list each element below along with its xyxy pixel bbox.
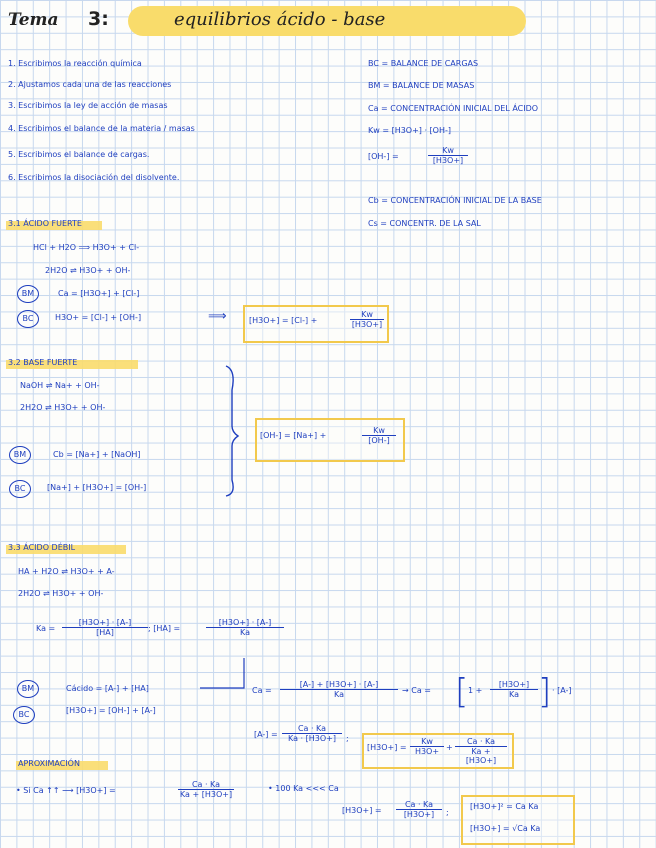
step-item: 5. Escribimos el balance de cargas. [8, 150, 150, 159]
section-heading: 3.3 ÁCIDO DÉBIL [8, 543, 76, 552]
bm-badge: BM [17, 680, 39, 698]
fraction-numerator: [H3O+] [490, 680, 538, 690]
step-item: 2. Ajustamos cada una de las reacciones [8, 80, 172, 89]
result-lhs: [H3O+] = [367, 743, 407, 752]
fraction-numerator: Ca · Ka [396, 800, 442, 810]
legend-item: BM = BALANCE DE MASAS [368, 81, 475, 90]
legend-item: BC = BALANCE DE CARGAS [368, 59, 479, 68]
fraction-denominator: [OH-] [368, 436, 390, 445]
approx-item: • 100 Ka <<< Ca [268, 784, 339, 793]
legend-item: Cb = CONCENTRACIÓN INICIAL DE LA BASE [368, 196, 542, 205]
bracket-left: [ [455, 672, 469, 712]
section-heading: 3.2 BASE FUERTE [8, 358, 78, 367]
mass-balance: Cácido = [A-] + [HA] [66, 684, 149, 693]
mass-balance: Cb = [Na+] + [NaOH] [53, 450, 141, 459]
fraction-denominator: [H3O+] [351, 320, 383, 329]
separator: ; [346, 734, 349, 743]
reaction: HA + H2O ⇌ H3O+ + A- [18, 567, 115, 576]
tema-label: Tema [8, 10, 59, 30]
fraction-numerator: Ca · Ka [455, 737, 507, 747]
step-item: 4. Escribimos el balance de la materia / masas [8, 124, 195, 133]
fraction-numerator: [H3O+] · [A-] [206, 618, 284, 628]
step-item: 3. Escribimos la ley de acción de masas [8, 101, 168, 110]
approx-lhs: [H3O+] = [342, 806, 382, 815]
tema-number: 3: [88, 8, 109, 30]
approx-result: [H3O+] = √Ca Ka [470, 824, 541, 833]
legend-item: Cs = CONCENTR. DE LA SAL [368, 219, 481, 228]
step-item: 1. Escribimos la reacción química [8, 59, 142, 68]
reaction: 2H2O ⇌ H3O+ + OH- [45, 266, 131, 275]
ca2-inner: 1 + [468, 686, 483, 695]
fraction-denominator: H3O+ [414, 747, 440, 756]
ca2-lhs: → Ca = [402, 686, 431, 695]
section-heading: APROXIMACIÓN [18, 759, 80, 768]
ka-lhs: Ka = [36, 624, 56, 633]
fraction-numerator: Ca · Ka [282, 724, 342, 734]
reaction: 2H2O ⇌ H3O+ + OH- [18, 589, 104, 598]
bm-badge: BM [17, 285, 39, 303]
reaction: HCl + H2O ⟹ H3O+ + Cl- [33, 243, 140, 252]
legend-item: Ca = CONCENTRACIÓN INICIAL DEL ÁCIDO [368, 104, 539, 113]
connector-line [200, 658, 244, 688]
charge-balance: [Na+] + [H3O+] = [OH-] [47, 483, 147, 492]
fraction-denominator: Ka + [H3O+] [179, 790, 233, 799]
curly-brace [226, 366, 238, 496]
fraction-denominator: Ka + [H3O+] [465, 747, 497, 765]
fraction-denominator: Ka · [H3O+] [288, 734, 336, 743]
fraction-numerator: Kw [362, 426, 396, 436]
ca-lhs: Ca = [252, 686, 272, 695]
mass-balance: Ca = [H3O+] + [Cl-] [58, 289, 140, 298]
implies-arrow: ⟹ [208, 309, 227, 324]
section-heading: 3.1 ÁCIDO FUERTE [8, 219, 82, 228]
fraction-numerator: [H3O+] · [A-] [62, 618, 148, 628]
bm-badge: BM [9, 446, 31, 464]
fraction-denominator: [H3O+] [432, 156, 464, 165]
fraction-denominator: [HA] [96, 628, 114, 637]
reaction: 2H2O ⇌ H3O+ + OH- [20, 403, 106, 412]
plus-sign: + [446, 743, 453, 752]
result-lhs: [OH-] = [Na+] + [260, 431, 327, 440]
result-lhs: [H3O+] = [Cl-] + [249, 316, 318, 325]
fraction-numerator: Ca · Ka [178, 780, 234, 790]
bracket-right: ] [538, 672, 552, 712]
fraction-denominator: [H3O+] [403, 810, 435, 819]
reaction: NaOH ⇌ Na+ + OH- [20, 381, 100, 390]
charge-balance: H3O+ = [Cl-] + [OH-] [55, 313, 142, 322]
fraction-denominator: Ka [239, 628, 250, 637]
fraction-numerator: Kw [350, 310, 384, 320]
charge-balance: [H3O+] = [OH-] + [A-] [66, 706, 156, 715]
bc-badge: BC [9, 480, 31, 498]
bc-badge: BC [17, 310, 39, 328]
step-item: 6. Escribimos la disociación del disolvente. [8, 173, 180, 182]
fraction-numerator: Kw [428, 146, 468, 156]
page-title: equilibrios ácido - base [174, 9, 386, 30]
fraction-denominator: Ka [333, 690, 344, 699]
fraction-numerator: Kw [410, 737, 444, 747]
approx-result: [H3O+]² = Ca Ka [470, 802, 539, 811]
ha-lhs: ; [HA] = [148, 624, 181, 633]
legend-item: [OH-] = [368, 152, 399, 161]
fraction-denominator: Ka [508, 690, 519, 699]
ca2-tail: · [A-] [552, 686, 572, 695]
a-lhs: [A-] = [254, 730, 278, 739]
legend-item: Kw = [H3O+] · [OH-] [368, 126, 451, 135]
fraction-numerator: [A-] + [H3O+] · [A-] [280, 680, 398, 690]
separator: ; [446, 808, 449, 817]
approx-item: • Si Ca ↑↑ ⟶ [H3O+] = [16, 786, 116, 795]
bc-badge: BC [13, 706, 35, 724]
